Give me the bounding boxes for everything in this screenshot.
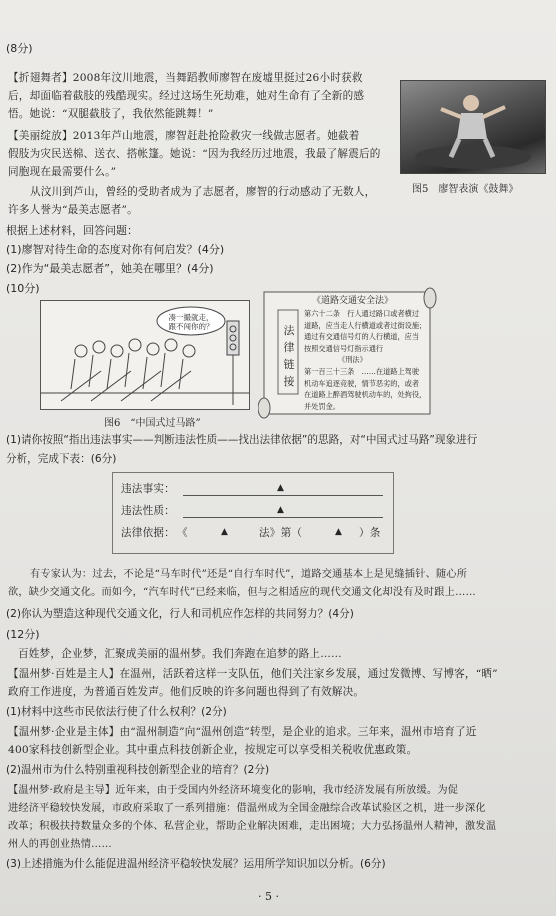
- scroll-line: 道路，应当走人行横道或者过街设施；: [304, 320, 427, 330]
- scroll-title: 《道路交通安全法》: [312, 296, 394, 306]
- scroll-line: 《刑法》: [338, 355, 367, 365]
- scroll-line: 机动车追逐竞驶，情节恶劣的，或者: [304, 378, 420, 388]
- q3-p3-line2: 进经济平稳较快发展，市政府采取了一系列措施：借温州成为全国金融综合改革试验区之机，进一步深化: [8, 803, 486, 814]
- row3-label: 法律依据：: [121, 527, 175, 539]
- q2-para-line2: 欲，缺少交通文化。而如今，“汽车时代”已经来临，但与之相适应的现代交通文化却没有及时跟上……: [8, 587, 476, 598]
- scroll-line: 第一百三十三条 ……在道路上驾驶: [304, 366, 420, 376]
- q1-prompt: 根据上述材料，回答问题：: [6, 224, 138, 237]
- q1-para1-line2: 后，却面临着截肢的残酷现实。经过这场生死劫难，她对生命有了全新的感: [8, 90, 365, 102]
- q3-sub1: (1)材料中这些市民依法行使了什么权利？(2分): [6, 706, 227, 718]
- q3-intro: 百姓梦，企业梦，汇聚成美丽的温州梦。我们奔跑在追梦的路上……: [18, 648, 342, 660]
- row3-law-marker: ▲: [221, 527, 228, 537]
- analysis-table: [112, 472, 394, 554]
- law-scroll: [258, 284, 438, 420]
- row3-open: 《: [177, 527, 188, 539]
- row2-marker: ▲: [277, 505, 284, 515]
- scroll-text: [304, 308, 426, 412]
- figure6-caption: 图6 “中国式过马路”: [104, 418, 201, 429]
- row3-law: 法》第（: [259, 527, 303, 539]
- q2-para-line1: 有专家认为：过去，不论是“马车时代”还是“自行车时代”，道路交通基本上是见缝插针、随心所: [30, 569, 468, 580]
- q2-score: (10分): [6, 282, 40, 295]
- q1-sub1: (1)廖智对待生命的态度对你有何启发？(4分): [6, 243, 225, 256]
- q3-p3-line1: 【温州梦·政府是主导】近年来，由于受国内外经济环境变化的影响，我市经济发展有所放缓。为促: [8, 785, 459, 796]
- scroll-line: 并处罚金。: [304, 401, 340, 411]
- q3-p2-line2: 400家科技创新型企业。其中重点科技创新企业，按规定可以享受相关税收优惠政策。: [8, 744, 418, 756]
- q2-sub1-line2: 分析，完成下表：(6分): [6, 453, 117, 465]
- speech-bubble-text: 凑一撮就走，跟不闯你的？: [168, 313, 214, 331]
- row2-label: 违法性质：: [121, 505, 175, 517]
- q1-para3-line1: 从汶川到芦山，曾经的受助者成为了志愿者，廖智的行动感动了无数人，: [30, 186, 376, 198]
- scroll-line: 在道路上醉酒驾驶机动车的，处拘役，: [304, 390, 427, 400]
- q1-sub2: (2)作为“最美志愿者”，她美在哪里？(4分): [6, 262, 214, 275]
- q1-para2-line3: 同胞现在最需要什么。”: [8, 166, 117, 178]
- crossing-cartoon: [40, 300, 250, 410]
- figure5-caption: 图5 廖智表演《鼓舞》: [412, 184, 519, 195]
- q1-para1-line1: 【折翅舞者】2008年汶川地震，当舞蹈教师廖智在废墟里挺过26小时获救: [8, 72, 363, 84]
- row1-marker: ▲: [277, 483, 284, 493]
- side-char-3: 链: [283, 358, 295, 371]
- q1-para3-line2: 许多人誉为“最美志愿者”。: [8, 204, 138, 216]
- row1-answer-line[interactable]: [183, 495, 383, 496]
- scroll-line: 通过有交通信号灯的人行横道，应当: [304, 332, 420, 342]
- q3-score: (12分): [6, 628, 40, 641]
- side-char-4: 接: [283, 375, 295, 388]
- page-number: · 5 ·: [258, 890, 279, 903]
- row2-answer-line[interactable]: [183, 517, 383, 518]
- row1-label: 违法事实：: [121, 483, 175, 495]
- scroll-line: 第六十二条 行人通过路口或者横过: [304, 309, 420, 318]
- q3-p1-line2: 政府工作进度，为普通百姓发声。他们反映的许多问题也得到了有效解决。: [8, 686, 365, 698]
- side-char-1: 法: [283, 324, 295, 337]
- q2-sub1-line1: (1)请你按照“指出违法事实——判断违法性质——找出法律依据”的思路，对“中国式过马路”现象进行: [6, 434, 478, 446]
- q1-para2-line1: 【美丽绽放】2013年芦山地震，廖智赶赴抢险救灾一线做志愿者。她截着: [8, 130, 360, 142]
- q2-sub2: (2)你认为塑造这种现代交通文化，行人和司机应作怎样的共同努力？(4分): [6, 608, 354, 620]
- q3-p1-line1: 【温州梦·百姓是主人】在温州，活跃着这样一支队伍，他们关注家乡发展，通过发微博、写博客，“晒”: [8, 668, 498, 680]
- q1-para1-line3: 悟。她说：“双腿截肢了，我依然能跳舞！”: [8, 108, 214, 120]
- dancer-photo: [400, 80, 546, 174]
- scroll-side-label: [282, 322, 296, 390]
- q3-p3-line3: 改革；积极扶持数量众多的个体、私营企业，帮助企业解决困难，走出困境；大力弘扬温州人精神，激发温: [8, 821, 497, 832]
- scroll-line: 按照交通信号灯指示通行: [304, 343, 384, 353]
- row3-article-marker: ▲: [335, 527, 342, 537]
- q3-p3-line4: 州人的再创业热情……: [8, 839, 112, 850]
- q3-sub3: (3)上述措施为什么能促进温州经济平稳较快发展？运用所学知识加以分析。(6分): [6, 858, 386, 870]
- side-char-2: 律: [283, 341, 295, 354]
- q1-para2-line2: 假肢为灾民送棉、送衣、搭帐篷。她说：“因为我经历过地震，我最了解震后的: [8, 148, 381, 160]
- row3-tail: ）条: [359, 527, 381, 539]
- q3-p2-line1: 【温州梦·企业是主体】由“温州制造”向“温州创造”转型，是企业的追求。三年来，温州市培育了近: [8, 726, 477, 738]
- q1-score: (8分): [6, 42, 33, 55]
- q3-sub2: (2)温州市为什么特别重视科技创新型企业的培育？(2分): [6, 764, 270, 776]
